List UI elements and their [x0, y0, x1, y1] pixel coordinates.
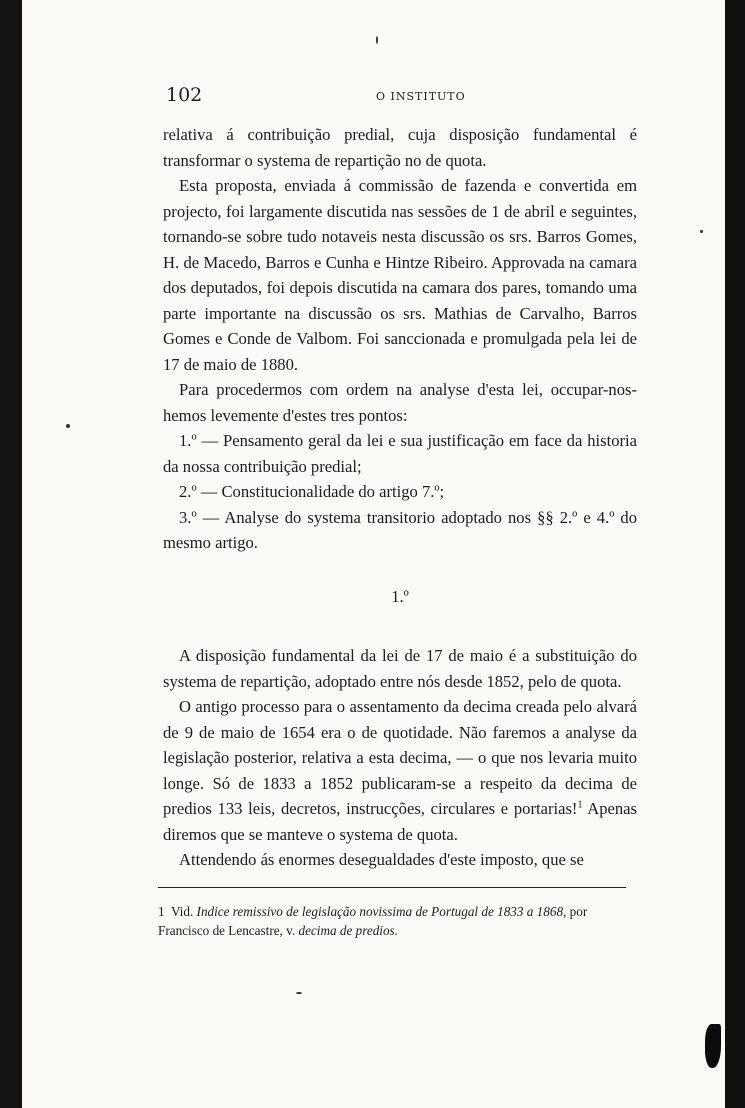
page-number: 102	[166, 84, 203, 106]
footnote-prefix: Vid.	[170, 904, 194, 919]
scan-speck	[296, 992, 302, 994]
running-title: O INSTITUTO	[376, 90, 466, 103]
list-item-3: 3.º — Analyse do systema transitorio adoptado nos §§ 2.º e 4.º do mesmo artigo.	[163, 507, 637, 552]
paragraph-4: A disposição fundamental da lei de 17 de maio é a substituição do systema de repartição, adoptado entre nós desde 1852, pelo de quota.	[163, 646, 637, 691]
paragraph-5	[163, 694, 637, 847]
list-item-2: 2.º — Constitucionalidade do artigo 7.º;	[179, 482, 445, 501]
footnote	[158, 902, 636, 940]
scan-speck	[700, 230, 703, 233]
scan-speck	[376, 36, 378, 44]
footnote-entry: decima de predios.	[298, 923, 398, 938]
scan-border-right	[725, 0, 745, 1108]
scan-border-left	[0, 0, 22, 1108]
ink-blot	[705, 1024, 721, 1068]
paragraph-6: Attendendo ás enormes desegualdades d'este imposto, que se	[179, 850, 584, 869]
list-item-1: 1.º — Pensamento geral da lei e sua justificação em face da historia da nossa contribuição predial;	[163, 431, 637, 476]
paragraph-1: relativa á contribuição predial, cuja disposição fundamental é transformar o systema de repartição no de quota.	[163, 125, 637, 170]
paragraph-3: Para procedermos com ordem na analyse d'esta lei, occupar-nos-hemos levemente d'estes tres pontos:	[163, 380, 637, 425]
footnote-divider	[158, 887, 626, 888]
footnote-reference: 1	[577, 799, 583, 811]
section-heading: 1.º	[391, 586, 409, 606]
footnote-author: por Francisco de Lencastre, v.	[158, 904, 588, 938]
scan-speck	[66, 424, 70, 428]
paragraph-5-text: O antigo processo para o assentamento da decima creada pelo alvará de 9 de maio de 1654 era o de quotidade. Não faremos a analyse da legislação posterior, relativa a esta decima, — o que nos levaria muito longe. Só de 1833 a 1852 publicaram-se a respeito da decima de predios 133 leis, decretos, instrucções, circulares e portarias!	[163, 697, 637, 818]
body-text	[163, 122, 637, 873]
footnote-title: Indice remissivo de legislação novissima de Portugal de 1833 a 1868,	[196, 904, 567, 919]
page-header	[166, 84, 636, 112]
footnote-number: 1	[158, 904, 165, 919]
paragraph-2: Esta proposta, enviada á commissão de fazenda e convertida em projecto, foi largamente discutida nas sessões de 1 de abril e seguintes, tornando-se sobre tudo notaveis nesta discussão os srs. Barros Gomes, H. de Macedo, Barros e Cunha e Hintze Ribeiro. Approvada na camara dos deputados, foi depois discutida na camara dos pares, tomando uma parte importante na discussão os srs. Mathias de Carvalho, Barros Gomes e Conde de Valbom. Foi sanccionada e promulgada pela lei de 17 de maio de 1880.	[163, 176, 637, 374]
paragraph-5-tail: Apenas diremos que se manteve o systema de quota.	[163, 799, 637, 844]
